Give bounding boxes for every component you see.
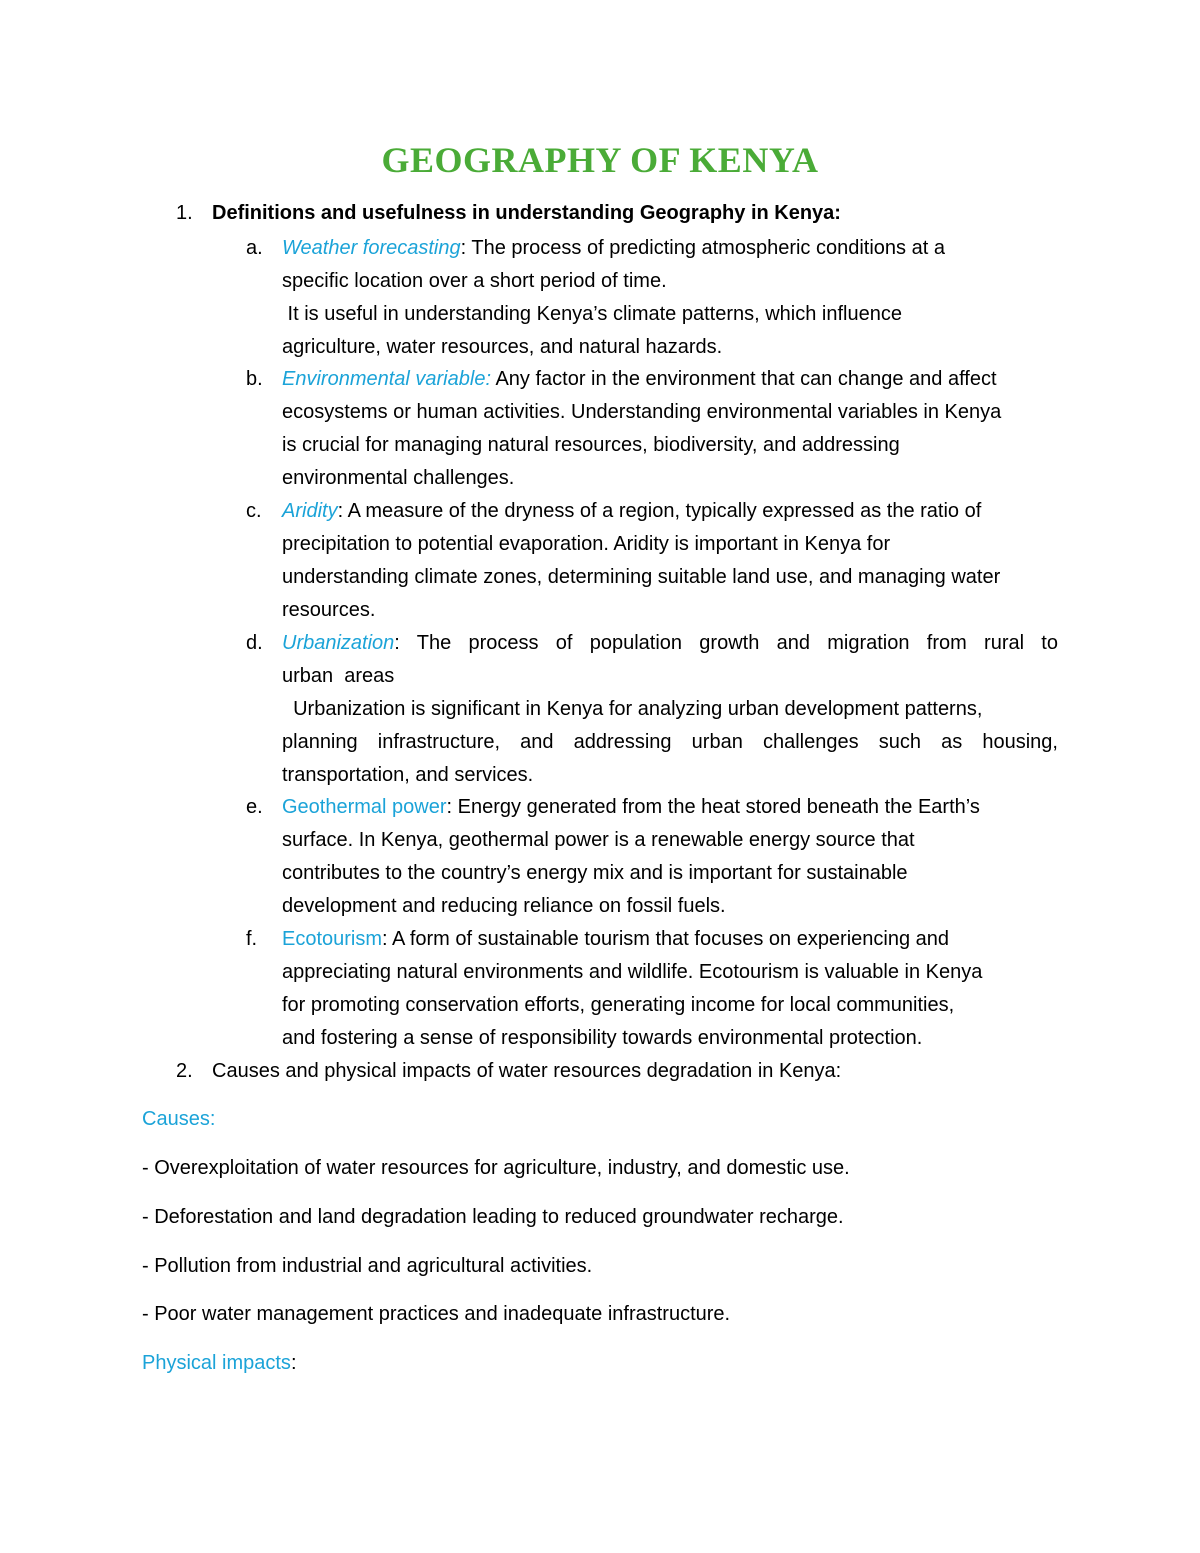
- definition-text: for promoting conservation efforts, generating income for local communities,: [282, 994, 955, 1016]
- page-title: GEOGRAPHY OF KENYA: [381, 140, 819, 180]
- definition-text: surface. In Kenya, geothermal power is a renewable energy source that: [282, 829, 915, 851]
- definition-text: Any factor in the environment that can change and affect: [491, 368, 997, 390]
- definition-text: urban areas: [282, 665, 395, 687]
- definition-text: : The process of population growth and migration from rural to: [394, 632, 1058, 654]
- section-2-number: 2.: [176, 1060, 193, 1082]
- definition-text: planning infrastructure, and addressing urban challenges such as housing,: [282, 731, 1058, 753]
- definition-text: : A form of sustainable tourism that focuses on experiencing and: [382, 928, 950, 950]
- definition-text: appreciating natural environments and wildlife. Ecotourism is valuable in Kenya: [282, 961, 983, 983]
- causes-heading: Causes:: [142, 1108, 216, 1130]
- term-aridity: Aridity: [282, 500, 338, 522]
- section-1-title: Definitions and usefulness in understanding Geography in Kenya:: [212, 202, 841, 224]
- definition-text: agriculture, water resources, and natural hazards.: [282, 336, 723, 358]
- cause-item: - Pollution from industrial and agricultural activities.: [142, 1255, 593, 1277]
- list-item-letter: f.: [246, 928, 258, 950]
- list-item-body: [282, 363, 1058, 495]
- definition-text: resources.: [282, 599, 376, 621]
- definition-text: development and reducing reliance on fossil fuels.: [282, 895, 726, 917]
- definition-text: and fostering a sense of responsibility towards environmental protection.: [282, 1027, 923, 1049]
- list-item-body: [282, 923, 1058, 1055]
- term-ecotourism: Ecotourism: [282, 928, 383, 950]
- term-urbanization: Urbanization: [282, 632, 395, 654]
- definition-text: environmental challenges.: [282, 467, 515, 489]
- physical-impacts-term: Physical impacts: [142, 1352, 291, 1374]
- definition-text: understanding climate zones, determining suitable land use, and managing water: [282, 566, 1001, 588]
- section-2-title: Causes and physical impacts of water resources degradation in Kenya:: [212, 1060, 842, 1082]
- definition-text: Urbanization is significant in Kenya for analyzing urban development patterns,: [282, 698, 983, 720]
- definition-text: : The process of predicting atmospheric conditions at a: [460, 237, 945, 259]
- physical-impacts-heading: [142, 1347, 297, 1380]
- cause-item: - Deforestation and land degradation leading to reduced groundwater recharge.: [142, 1206, 844, 1228]
- list-item-letter: d.: [246, 632, 263, 654]
- definition-text: precipitation to potential evaporation. Aridity is important in Kenya for: [282, 533, 891, 555]
- section-1-number: 1.: [176, 202, 193, 224]
- definition-text: : A measure of the dryness of a region, typically expressed as the ratio of: [337, 500, 982, 522]
- list-item-body: [282, 791, 1058, 923]
- definition-text: It is useful in understanding Kenya’s climate patterns, which influence: [282, 303, 902, 325]
- term-weather-forecasting: Weather forecasting: [282, 237, 461, 259]
- definition-text: contributes to the country’s energy mix and is important for sustainable: [282, 862, 908, 884]
- definition-text: : Energy generated from the heat stored beneath the Earth’s: [446, 796, 980, 818]
- list-item-body: [282, 627, 1058, 792]
- list-item-letter: a.: [246, 237, 263, 259]
- cause-item: - Poor water management practices and inadequate infrastructure.: [142, 1303, 731, 1325]
- list-item-body: [282, 232, 1058, 364]
- definition-text: is crucial for managing natural resources, biodiversity, and addressing: [282, 434, 900, 456]
- list-item-letter: c.: [246, 500, 262, 522]
- list-item-letter: b.: [246, 368, 263, 390]
- physical-impacts-colon: :: [290, 1352, 297, 1374]
- definition-text: transportation, and services.: [282, 764, 534, 786]
- list-item-body: [282, 495, 1058, 627]
- definition-text: specific location over a short period of time.: [282, 270, 667, 292]
- term-environmental-variable: Environmental variable:: [282, 368, 491, 390]
- cause-item: - Overexploitation of water resources for agriculture, industry, and domestic use.: [142, 1157, 850, 1179]
- term-geothermal-power: Geothermal power: [282, 796, 447, 818]
- list-item-letter: e.: [246, 796, 263, 818]
- definition-text: ecosystems or human activities. Understanding environmental variables in Kenya: [282, 401, 1002, 423]
